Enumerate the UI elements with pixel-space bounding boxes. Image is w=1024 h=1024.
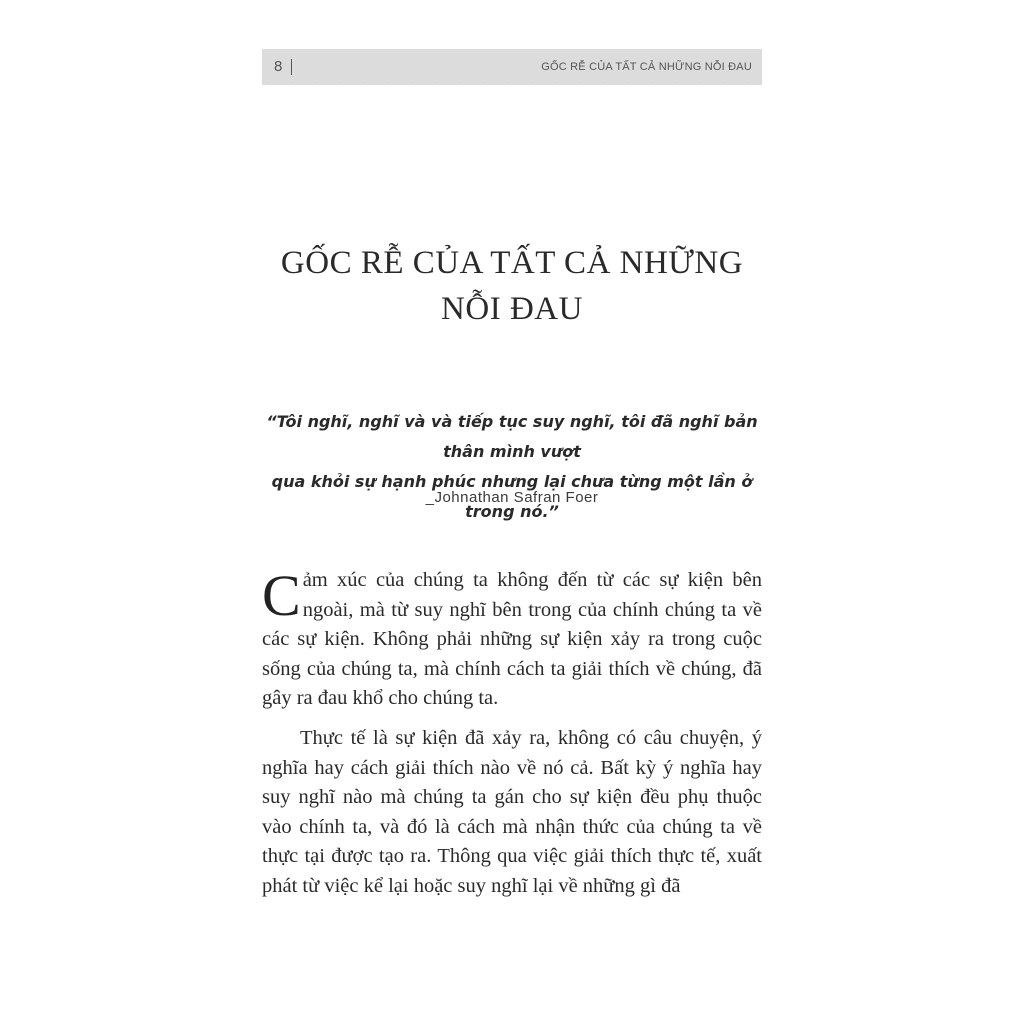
drop-cap: C	[262, 563, 301, 628]
running-header	[262, 49, 762, 85]
header-scalloped-edge	[262, 83, 762, 87]
chapter-title	[262, 240, 762, 332]
body-text	[262, 563, 762, 912]
chapter-title-line-1: GỐC RỄ CỦA TẤT CẢ NHỮNG	[280, 245, 744, 281]
page-number-group	[274, 58, 292, 76]
paragraph-1-text: ảm xúc của chúng ta không đến từ các sự kiện bên ngoài, mà từ suy nghĩ bên trong của chính chúng ta về các sự kiện. Không phải những sự kiện xảy ra trong cuộc sống của chúng ta, mà chính cách ta giải thích về chúng, đã gây ra đau khổ cho chúng ta.	[262, 569, 762, 710]
epigraph-attribution: _Johnathan Safran Foer	[425, 489, 599, 506]
epigraph-line-2: qua khỏi sự hạnh phúc nhưng lại chưa từng một lần ở trong nó.”	[271, 472, 753, 521]
header-separator	[291, 59, 292, 75]
epigraph-quote	[262, 407, 762, 527]
paragraph-2: Thực tế là sự kiện đã xảy ra, không có câu chuyện, ý nghĩa hay cách giải thích nào về nó cả. Bất kỳ ý nghĩa hay suy nghĩ nào mà chúng ta gán cho sự kiện đều phụ thuộc vào chính ta, và đó là cách mà nhận thức của chúng ta về thực tại được tạo ra. Thông qua việc giải thích thực tế, xuất phát từ việc kể lại hoặc suy nghĩ lại về những gì đã	[262, 726, 762, 897]
running-title: GỐC RỄ CỦA TẤT CẢ NHỮNG NỖI ĐAU	[541, 61, 752, 73]
epigraph-line-1: “Tôi nghĩ, nghĩ và và tiếp tục suy nghĩ, tôi đã nghĩ bản thân mình vượt	[266, 412, 758, 461]
chapter-title-line-2: NỖI ĐAU	[441, 291, 583, 327]
paragraph-1	[262, 563, 762, 714]
page-number: 8	[274, 58, 284, 75]
